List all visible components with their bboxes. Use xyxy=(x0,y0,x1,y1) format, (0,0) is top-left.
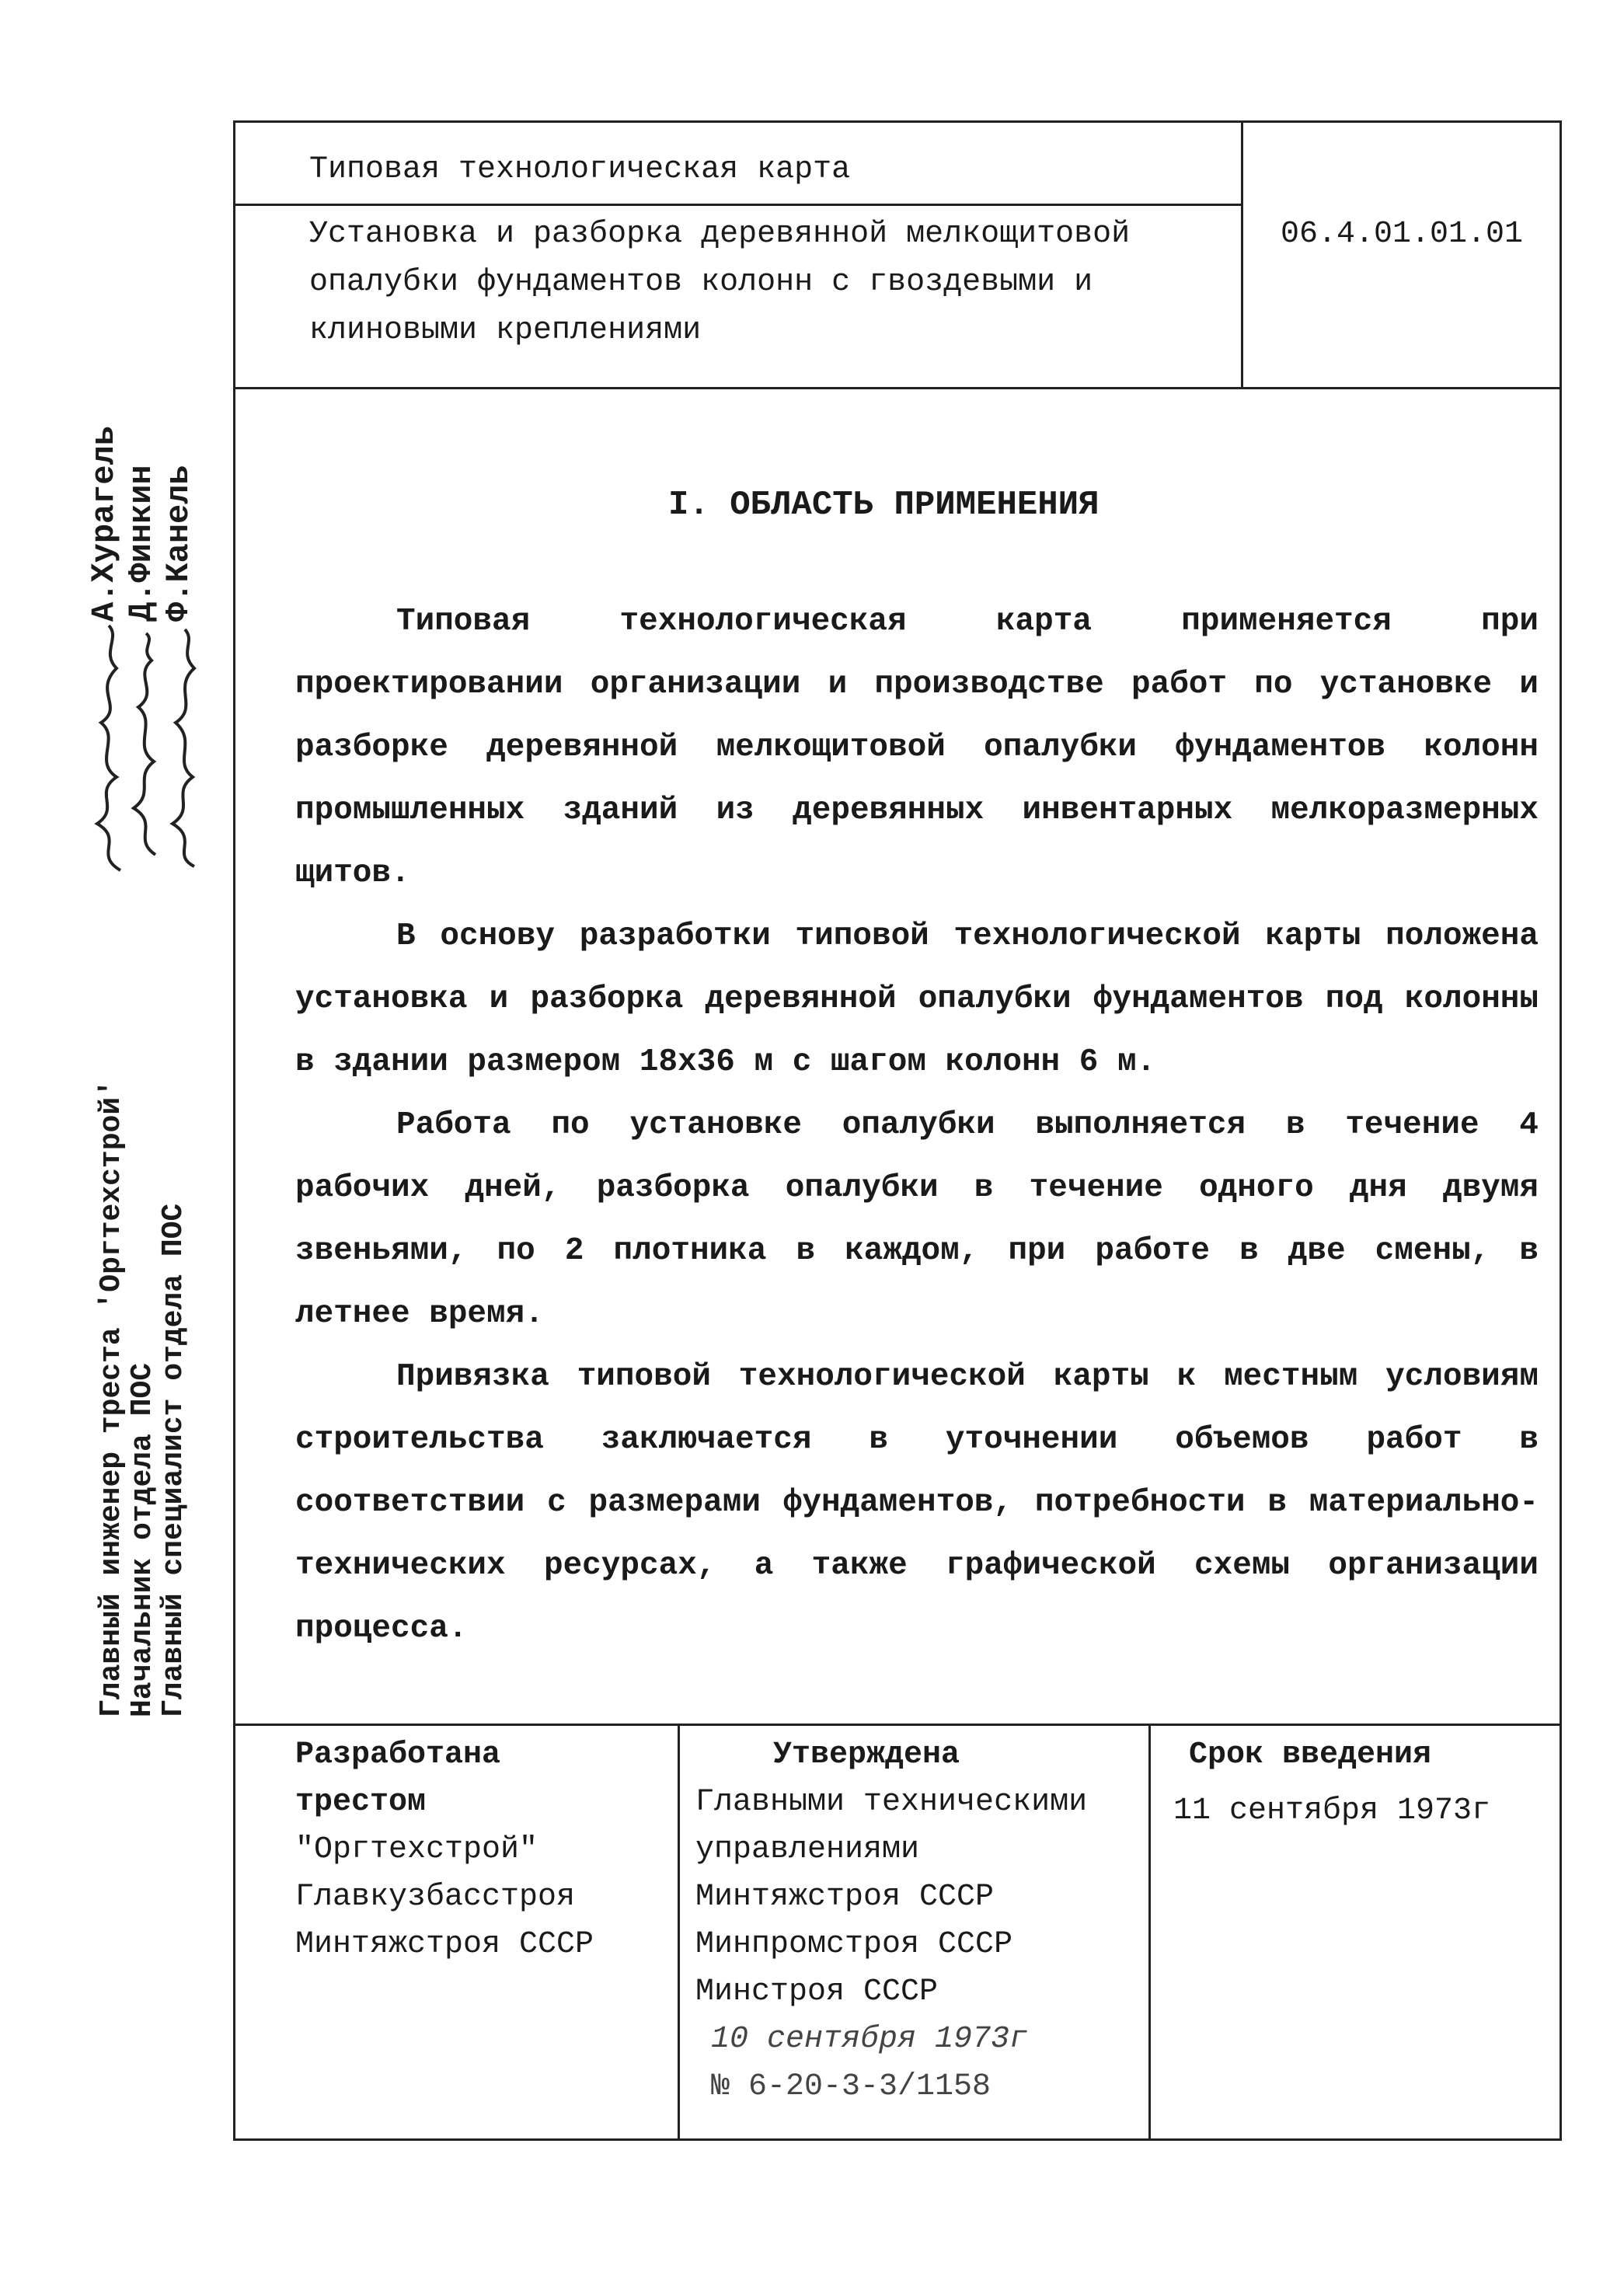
developed-line-2: трестом xyxy=(295,1785,427,1820)
paragraph-4: Привязка типовой технологической карты к местным условиям строительства заключается в уточнении объемов работ в соответствии с размерами фундаментов, потребности в материально-технических ресурсах, а также графической схемы организации процесса. xyxy=(295,1359,1539,1647)
developed-line-1: Разработана xyxy=(295,1737,501,1772)
footer-divider-2 xyxy=(1148,1724,1151,2141)
side-name-1: А.Хурагель xyxy=(85,425,123,622)
footer-divider-1 xyxy=(678,1724,680,2141)
developed-line-5: Минтяжстроя СССР xyxy=(295,1927,594,1962)
approval-date: 10 сентября 1973г xyxy=(711,2022,1029,2057)
side-position-3: Главный специалист отдела ПОС xyxy=(157,1203,190,1717)
signature-2 xyxy=(124,629,167,863)
effective-label: Срок введения xyxy=(1189,1737,1432,1772)
header-bottom-border xyxy=(233,387,1562,389)
approval-number: № 6-20-3-3/1158 xyxy=(711,2069,991,2104)
card-title-line-2: опалубки фундаментов колонн с гвоздевыми и xyxy=(309,265,1093,300)
paragraph-2: В основу разработки типовой технологической карты положена установка и разборка деревянной опалубки фундаментов под колонны в здании размером 18х36 м с шагом колонн 6 м. xyxy=(295,918,1539,1080)
side-position-1: Главный инженер треста 'Оргтехстрой' xyxy=(95,1079,128,1717)
side-position-2: Начальник отдела ПОС xyxy=(126,1362,159,1717)
approved-line-3: управлениями xyxy=(695,1832,920,1867)
developed-line-3: "Оргтехстрой" xyxy=(295,1832,538,1867)
approved-line-4: Минтяжстроя СССР xyxy=(695,1880,995,1915)
approved-line-5: Минпромстроя СССР xyxy=(695,1927,1013,1962)
side-name-3: Ф.Канель xyxy=(160,465,197,622)
section-heading: I. ОБЛАСТЬ ПРИМЕНЕНИЯ xyxy=(668,486,1100,525)
paragraph-3: Работа по установке опалубки выполняется в течение 4 рабочих дней, разборка опалубки в течение одного дня двумя звеньями, по 2 плотника в каждом, при работе в две смены, в летнее время. xyxy=(295,1107,1539,1332)
approved-line-1: Утверждена xyxy=(773,1737,960,1772)
paragraph-1: Типовая технологическая карта применяется при проектировании организации и производстве работ по установке и разборке деревянной мелкощитовой опалубки фундаментов колонн промышленных зданий из деревянных инвентарных мелкоразмерных щитов. xyxy=(295,604,1539,891)
card-title-line-3: клиновыми креплениями xyxy=(309,313,702,348)
document-code: 06.4.01.01.01 xyxy=(1281,217,1524,252)
footer-top-border xyxy=(233,1724,1562,1726)
card-title-line-1: Установка и разборка деревянной мелкощитовой xyxy=(309,217,1131,252)
approved-line-6: Минстроя СССР xyxy=(695,1975,939,2009)
developed-line-4: Главкузбасстроя xyxy=(295,1880,576,1915)
section-body xyxy=(295,591,1539,1661)
code-column-divider xyxy=(1241,120,1243,389)
side-name-2: Д.Финкин xyxy=(123,465,160,622)
header-divider xyxy=(233,204,1243,206)
signature-3 xyxy=(162,626,208,874)
effective-date: 11 сентября 1973г xyxy=(1173,1793,1491,1828)
approved-line-2: Главными техническими xyxy=(695,1785,1088,1820)
card-type-label: Типовая технологическая карта xyxy=(309,152,851,187)
